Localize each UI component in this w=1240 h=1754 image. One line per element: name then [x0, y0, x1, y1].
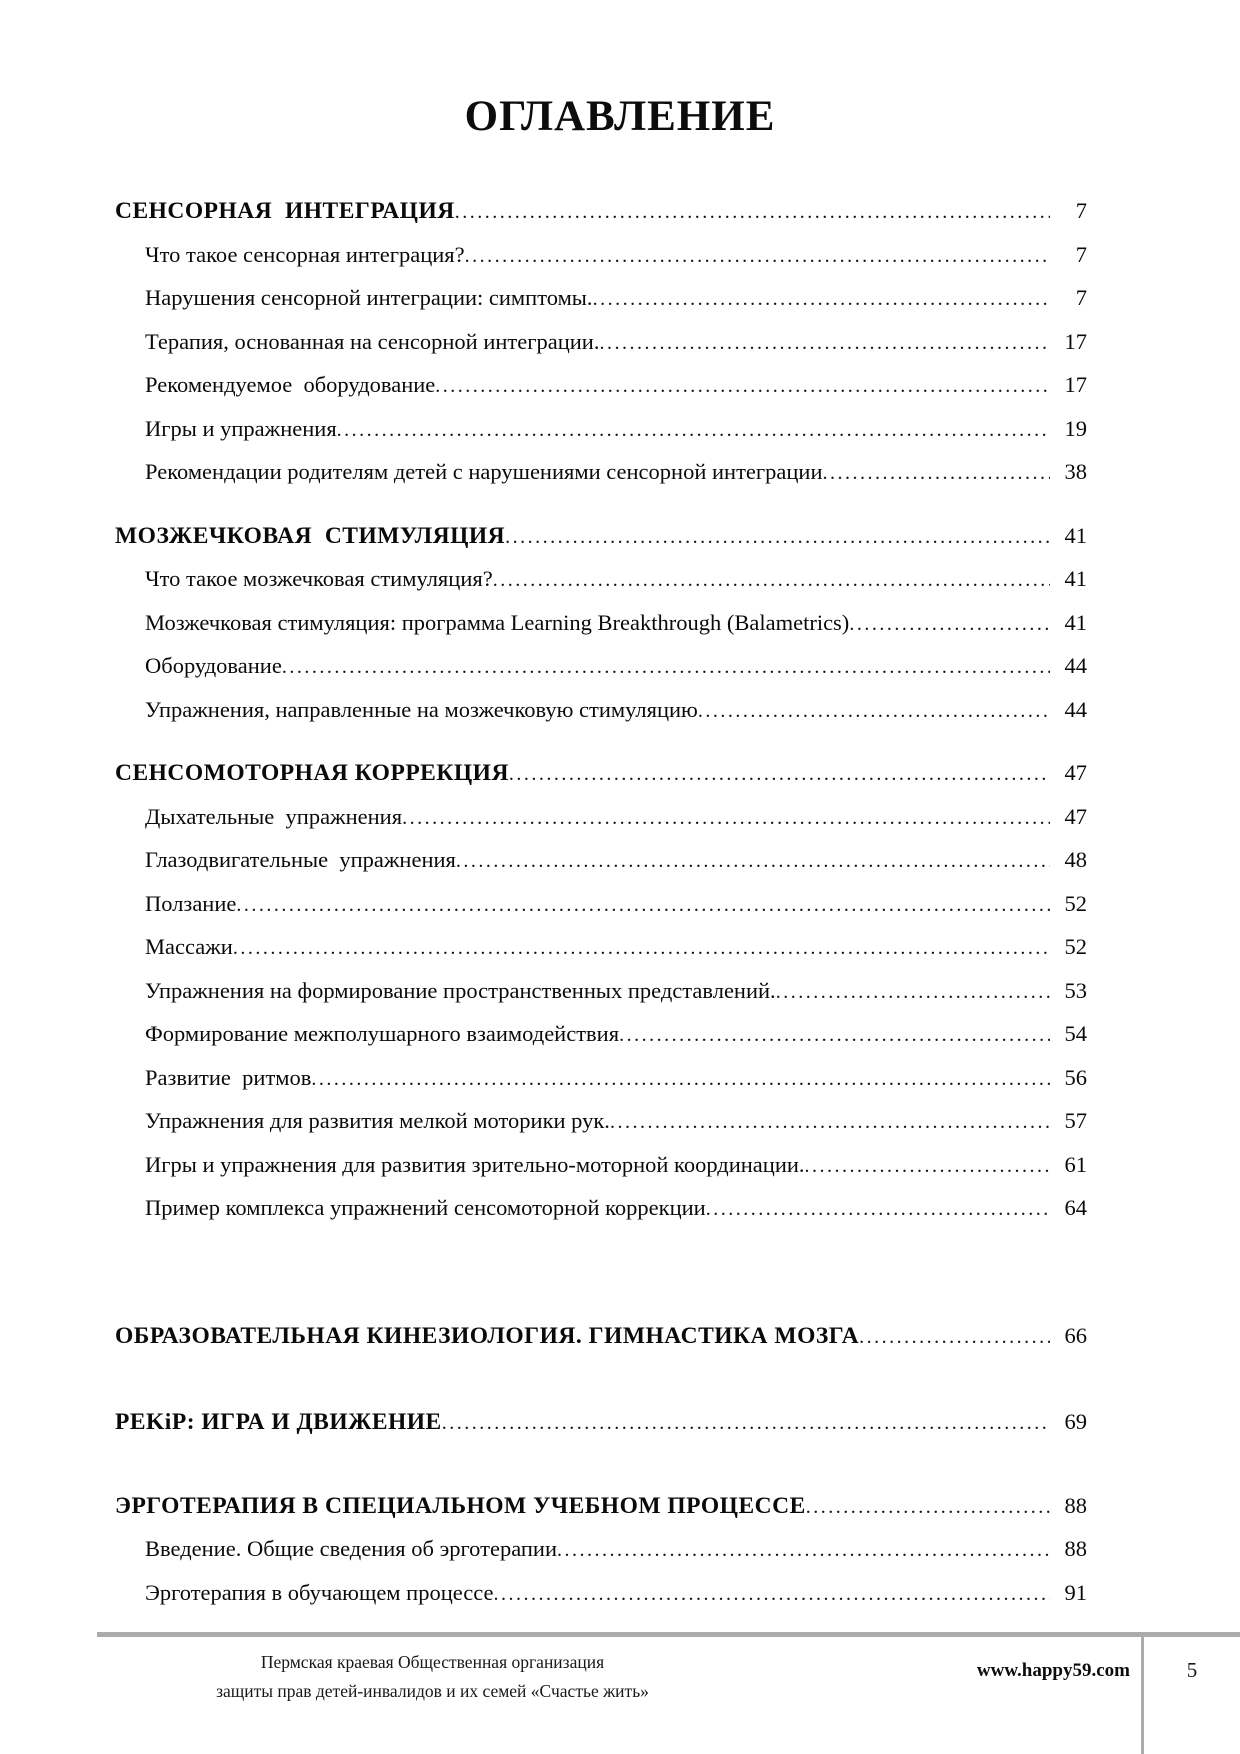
toc-section-heading: PEKiP: ИГРА И ДВИЖЕНИЕ: [115, 1409, 442, 1435]
toc-section: [115, 1401, 1087, 1445]
toc-entry-label: Рекомендуемое оборудование: [145, 372, 436, 397]
toc-page-number: 91: [1064, 1579, 1087, 1605]
toc-entry-row: [115, 970, 1087, 1014]
toc-entry-label: Развитие ритмов: [145, 1064, 312, 1090]
toc-page-number: 44: [1064, 696, 1087, 722]
toc-entry-row: [115, 277, 1087, 321]
toc-entry-row: [115, 689, 1087, 733]
dot-leader: [698, 690, 1050, 733]
toc-entries: [115, 1528, 1087, 1615]
toc-entry-row: [115, 408, 1087, 452]
toc-entry-row: [115, 1187, 1087, 1231]
toc-entry-label: Игры и упражнения для развития зрительно-моторной координации.: [145, 1151, 805, 1177]
toc-entry-label: Игры и упражнения: [145, 415, 337, 441]
toc-section-heading-row: [115, 1315, 1087, 1359]
toc-section-heading-row: [115, 190, 1087, 234]
toc-entry-label: Ползание: [145, 890, 237, 916]
toc-page-number: 19: [1064, 415, 1087, 441]
toc-entry-label: Упражнения для развития мелкой моторики рук.: [145, 1108, 610, 1133]
toc-entry-row: [115, 1100, 1087, 1144]
toc-entry-row: [115, 1013, 1087, 1057]
toc-section-heading: ЭРГОТЕРАПИЯ В СПЕЦИАЛЬНОМ УЧЕБНОМ ПРОЦЕССЕ: [115, 1492, 806, 1519]
toc-section-heading-row: [115, 1401, 1087, 1445]
toc-entry-label: Массажи: [145, 934, 233, 959]
toc-entries: [115, 796, 1087, 1231]
footer-organization-line1: Пермская краевая Общественная организация: [260, 1652, 605, 1672]
toc-entry-label: Что такое мозжечковая стимуляция?: [145, 566, 493, 591]
dot-leader: [465, 235, 1050, 278]
footer-vertical-divider: [1141, 1632, 1144, 1754]
toc-page-number: 17: [1064, 372, 1087, 397]
toc-section-heading: СЕНСОМОТОРНАЯ КОРРЕКЦИЯ: [115, 760, 509, 786]
toc-page-number: 53: [1064, 977, 1087, 1003]
toc-entry-row: [115, 645, 1087, 689]
toc-page-number: 56: [1064, 1064, 1087, 1090]
toc-page-number: 7: [1075, 198, 1087, 223]
dot-leader: [236, 884, 1050, 927]
toc-section: [115, 515, 1087, 733]
toc-entry-row: [115, 234, 1087, 278]
dot-leader: [619, 1014, 1050, 1057]
dot-leader: [455, 191, 1050, 234]
toc-section: [115, 1315, 1087, 1359]
toc-page-number: 69: [1064, 1409, 1087, 1434]
toc-page-number: 66: [1064, 1322, 1087, 1348]
toc-entry-row: [115, 1057, 1087, 1101]
toc-entry-row: [115, 883, 1087, 927]
toc-section: [115, 1485, 1087, 1616]
toc-page-number: 88: [1064, 1536, 1087, 1561]
page-title: ОГЛАВЛЕНИЕ: [464, 93, 776, 140]
dot-leader: [823, 452, 1051, 495]
toc-entry-label: Пример комплекса упражнений сенсомоторной коррекции: [145, 1195, 706, 1220]
toc-entries: [115, 558, 1087, 732]
toc: [0, 190, 1087, 1615]
dot-leader: [599, 322, 1050, 365]
dot-leader: [494, 1573, 1050, 1616]
footer-website: www.happy59.com: [976, 1660, 1130, 1681]
toc-section-heading: СЕНСОРНАЯ ИНТЕГРАЦИЯ: [115, 198, 455, 224]
toc-entry-label: Эрготерапия в обучающем процессе: [145, 1579, 494, 1605]
toc-section: [115, 752, 1087, 1231]
toc-entry-label: Формирование межполушарного взаимодействия: [145, 1021, 620, 1046]
toc-page-number: 47: [1064, 760, 1087, 785]
toc-entry-label: Рекомендации родителям детей с нарушениями сенсорной интеграции: [145, 459, 823, 484]
toc-entry-row: [115, 1144, 1087, 1188]
toc-entry-label: Глазодвигательные упражнения: [145, 847, 456, 872]
toc-page-number: 38: [1064, 459, 1087, 484]
footer-organization-line2: защиты прав детей-инвалидов и их семей «Счастье жить»: [216, 1681, 649, 1701]
toc-entry-row: [115, 1528, 1087, 1572]
dot-leader: [859, 1316, 1050, 1359]
dot-leader: [337, 409, 1050, 452]
dot-leader: [805, 1145, 1050, 1188]
dot-leader: [776, 971, 1050, 1014]
dot-leader: [593, 278, 1050, 321]
dot-leader: [233, 927, 1050, 970]
toc-entry-label: Упражнения на формирование пространственных представлений.: [145, 977, 776, 1003]
toc-page-number: 52: [1064, 934, 1087, 959]
toc-page-number: 47: [1064, 803, 1087, 829]
dot-leader: [509, 753, 1050, 796]
dot-leader: [849, 603, 1050, 646]
toc-page-number: 88: [1064, 1492, 1087, 1518]
toc-entry-row: [115, 558, 1087, 602]
dot-leader: [505, 516, 1050, 559]
toc-entry-label: Что такое сенсорная интеграция?: [145, 241, 465, 267]
toc-entry-row: [115, 926, 1087, 970]
toc-page-number: 7: [1075, 285, 1087, 310]
toc-section-heading-row: [115, 515, 1087, 559]
toc-section-heading: ОБРАЗОВАТЕЛЬНАЯ КИНЕЗИОЛОГИЯ. ГИМНАСТИКА МОЗГА: [115, 1322, 860, 1349]
toc-section: [115, 190, 1087, 495]
footer-organization: [160, 1648, 705, 1706]
dot-leader: [282, 646, 1050, 689]
dot-leader: [806, 1486, 1050, 1529]
dot-leader: [456, 840, 1050, 883]
toc-entry-row: [115, 796, 1087, 840]
toc-entry-row: [115, 602, 1087, 646]
toc-entry-row: [115, 839, 1087, 883]
toc-page-number: 7: [1075, 241, 1087, 267]
dot-leader: [311, 1058, 1050, 1101]
toc-page-number: 54: [1064, 1021, 1087, 1046]
toc-entries: [115, 234, 1087, 495]
toc-entry-label: Терапия, основанная на сенсорной интеграции.: [145, 328, 600, 354]
dot-leader: [435, 365, 1050, 408]
dot-leader: [557, 1529, 1050, 1572]
toc-section-heading-row: [115, 752, 1087, 796]
dot-leader: [402, 797, 1050, 840]
toc-page-number: 41: [1064, 522, 1087, 548]
dot-leader: [706, 1188, 1050, 1231]
toc-page-number: 44: [1064, 653, 1087, 678]
toc-entry-row: [115, 364, 1087, 408]
toc-page-number: 17: [1064, 328, 1087, 354]
toc-entry-label: Нарушения сенсорной интеграции: симптомы.: [145, 285, 593, 310]
toc-page-number: 41: [1064, 566, 1087, 591]
toc-entry-label: Мозжечковая стимуляция: программа Learning Breakthrough (Balametrics): [145, 609, 850, 635]
toc-page-number: 48: [1064, 847, 1087, 872]
toc-section-heading: МОЗЖЕЧКОВАЯ СТИМУЛЯЦИЯ: [115, 522, 506, 549]
toc-entry-row: [115, 1572, 1087, 1616]
toc-entry-label: Введение. Общие сведения об эрготерапии: [145, 1536, 558, 1561]
toc-page-number: 52: [1064, 890, 1087, 916]
toc-entry-row: [115, 321, 1087, 365]
toc-entry-label: Дыхательные упражнения: [145, 803, 403, 829]
toc-entry-label: Упражнения, направленные на мозжечковую стимуляцию: [145, 696, 698, 722]
dot-leader: [493, 559, 1050, 602]
dot-leader: [610, 1101, 1050, 1144]
toc-entry-row: [115, 451, 1087, 495]
toc-page-number: 57: [1064, 1108, 1087, 1133]
toc-page-number: 61: [1064, 1151, 1087, 1177]
footer-page-number: 5: [1186, 1658, 1198, 1682]
footer-divider-line: [97, 1632, 1240, 1637]
toc-entry-label: Оборудование: [145, 653, 282, 678]
toc-section-heading-row: [115, 1485, 1087, 1529]
dot-leader: [442, 1402, 1050, 1445]
toc-page-number: 41: [1064, 609, 1087, 635]
toc-page-number: 64: [1064, 1195, 1087, 1220]
